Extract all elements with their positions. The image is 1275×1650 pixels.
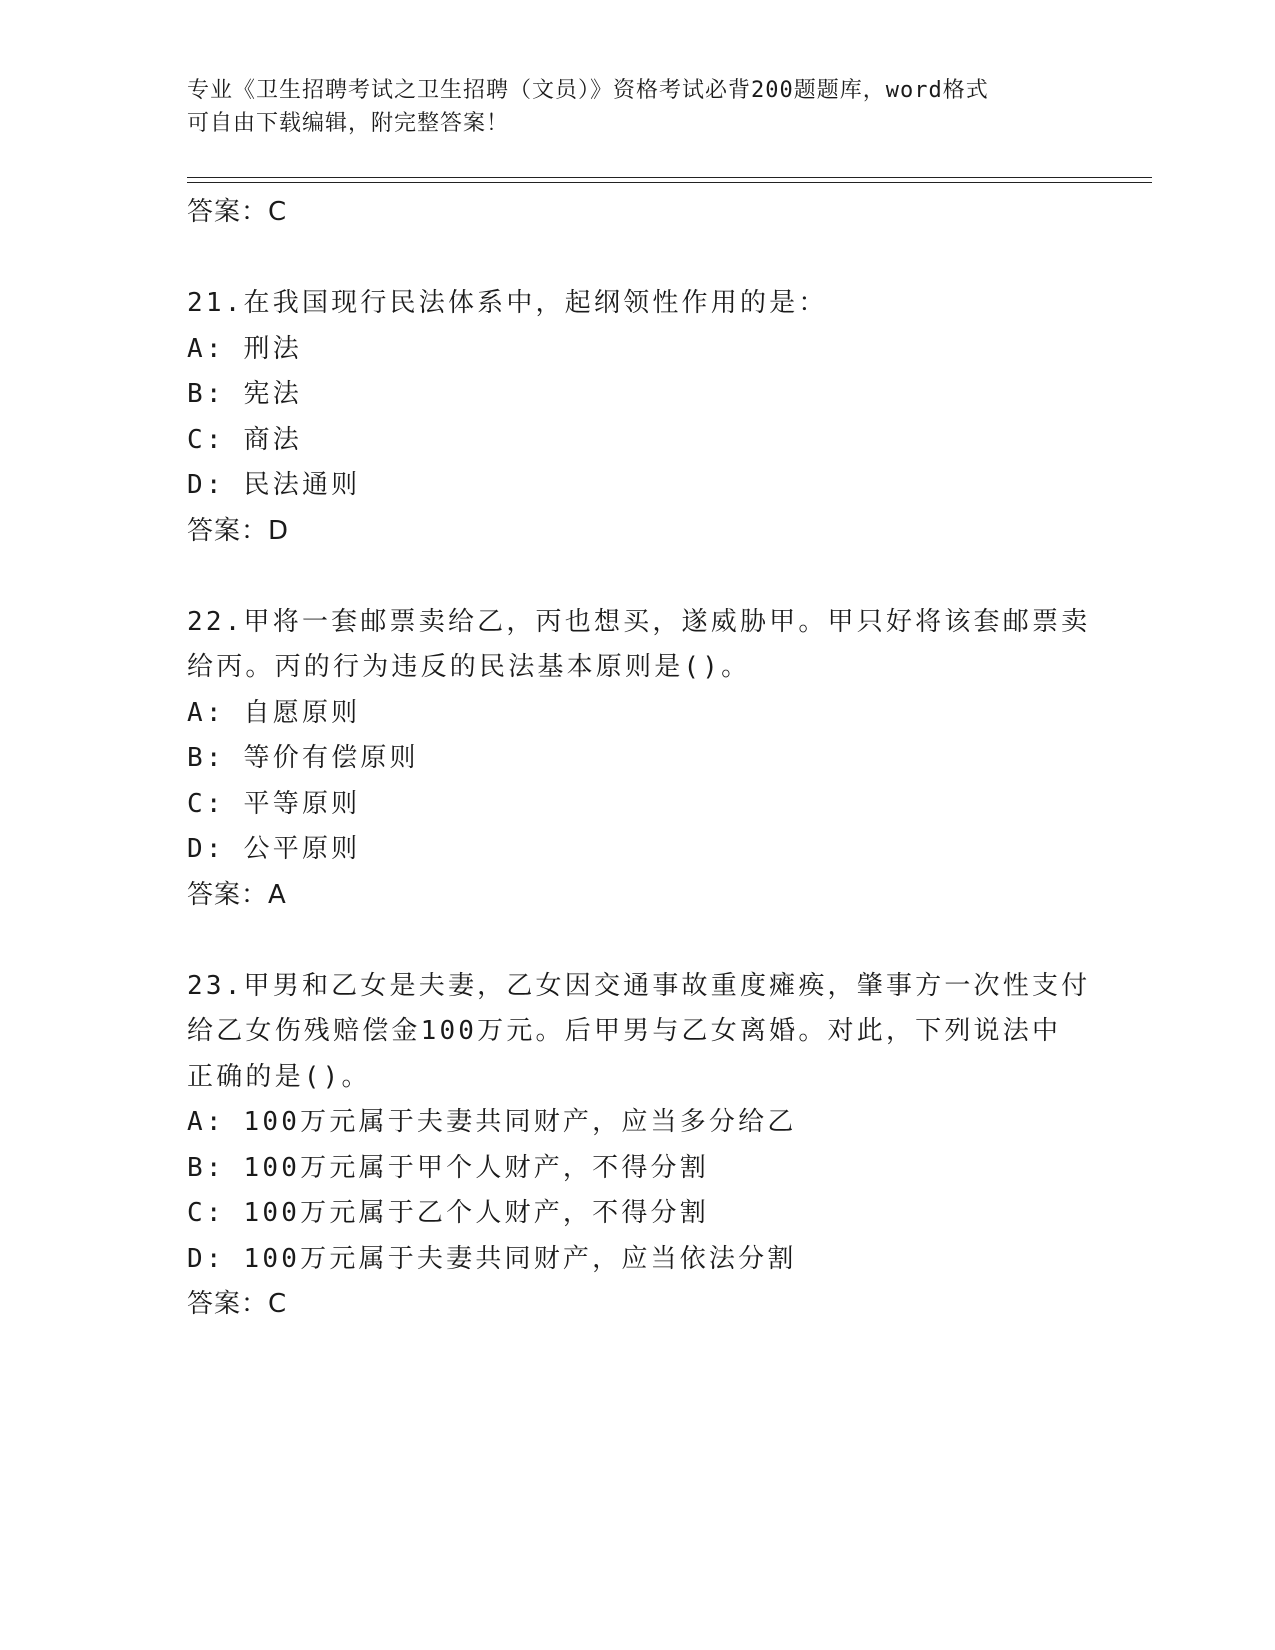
header-line-1: 专业《卫生招聘考试之卫生招聘（文员）》资格考试必背200题题库，word格式 xyxy=(187,78,989,103)
question-stem: 给丙。丙的行为违反的民法基本原则是()。 xyxy=(187,652,751,682)
option-d: D: 公平原则 xyxy=(187,834,361,864)
document-header xyxy=(187,74,1067,140)
question-stem: 22.甲将一套邮票卖给乙，丙也想买，遂威胁甲。甲只好将该套邮票卖 xyxy=(187,606,1091,637)
answer-line: 答案：C xyxy=(187,1289,288,1319)
option-d: D: 民法通则 xyxy=(187,470,361,500)
question-21 xyxy=(187,281,1087,554)
question-stem: 给乙女伤残赔偿金100万元。后甲男与乙女离婚。对此，下列说法中 xyxy=(187,1016,1062,1046)
header-divider-top xyxy=(187,177,1152,178)
question-23 xyxy=(187,964,1091,1328)
option-a: A: 自愿原则 xyxy=(187,697,361,728)
answer-line: 答案：D xyxy=(187,515,290,546)
option-b: B: 100万元属于甲个人财产，不得分割 xyxy=(187,1152,709,1183)
option-a: A: 刑法 xyxy=(187,333,302,364)
spacer xyxy=(187,236,1087,282)
header-divider-bottom xyxy=(187,182,1152,183)
spacer xyxy=(187,918,1087,964)
question-list xyxy=(187,190,1091,1328)
question-stem: 正确的是()。 xyxy=(187,1061,371,1092)
answer-line: 答案：C xyxy=(187,197,288,227)
option-c: C: 100万元属于乙个人财产，不得分割 xyxy=(187,1198,709,1228)
option-c: C: 平等原则 xyxy=(187,788,361,819)
question-stem: 23.甲男和乙女是夫妻，乙女因交通事故重度瘫痪，肇事方一次性支付 xyxy=(187,970,1091,1001)
option-d: D: 100万元属于夫妻共同财产，应当依法分割 xyxy=(187,1243,797,1274)
option-c: C: 商法 xyxy=(187,424,302,455)
option-b: B: 宪法 xyxy=(187,379,302,409)
option-b: B: 等价有偿原则 xyxy=(187,743,419,773)
question-22 xyxy=(187,600,1091,919)
spacer xyxy=(187,554,1087,600)
header-line-2: 可自由下载编辑，附完整答案！ xyxy=(187,111,510,136)
answer-line: 答案：A xyxy=(187,879,287,910)
option-a: A: 100万元属于夫妻共同财产，应当多分给乙 xyxy=(187,1107,797,1137)
question-stem: 21.在我国现行民法体系中，起纲领性作用的是： xyxy=(187,288,828,318)
